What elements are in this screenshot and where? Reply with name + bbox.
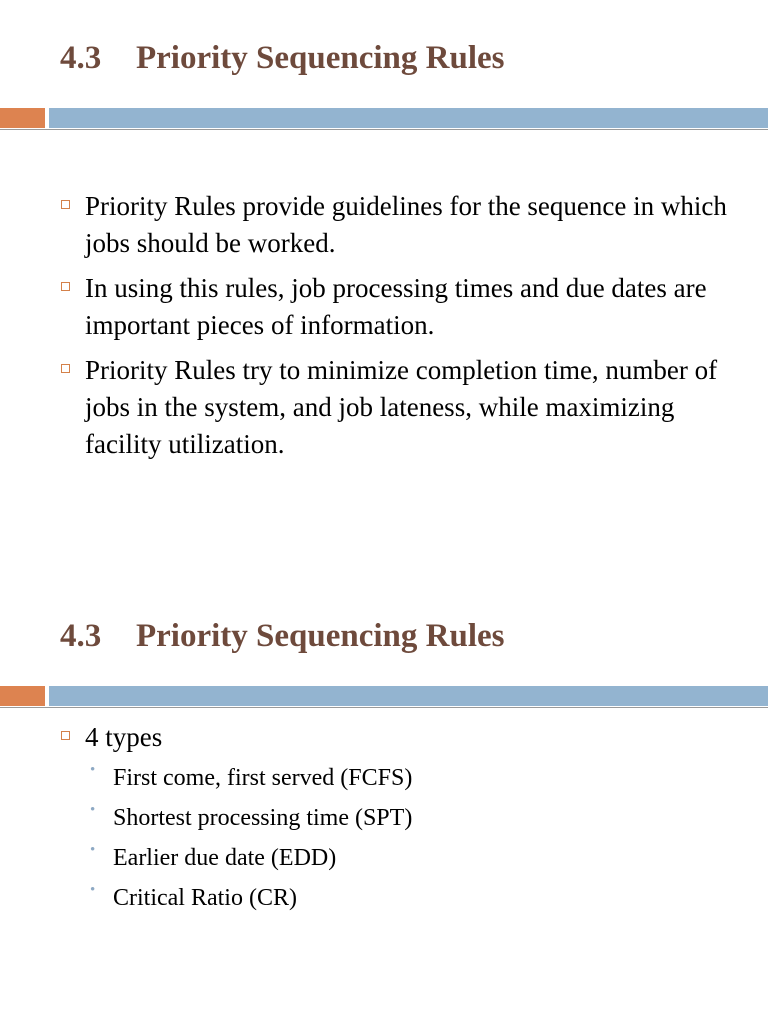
sub-bullet-text: Earlier due date (EDD)	[113, 845, 337, 871]
band-divider-line	[0, 129, 768, 130]
section-number: 4.3	[60, 40, 102, 76]
bullet-list	[0, 719, 768, 926]
slide-title	[60, 42, 505, 75]
title-text: Priority Sequencing Rules	[136, 40, 505, 76]
sub-bullet-item	[85, 878, 728, 918]
sub-bullet-list	[85, 758, 728, 918]
dot-bullet-icon: •	[90, 802, 96, 818]
band-divider-line	[0, 707, 768, 708]
square-bullet-icon	[61, 364, 70, 373]
bullet-item	[0, 719, 768, 918]
bullet-text: In using this rules, job processing times and due dates are important pieces of information.	[85, 273, 707, 340]
sub-bullet-text: Critical Ratio (CR)	[113, 885, 297, 911]
section-number: 4.3	[60, 618, 102, 654]
square-bullet-icon	[61, 282, 70, 291]
dot-bullet-icon: •	[90, 842, 96, 858]
sub-bullet-text: Shortest processing time (SPT)	[113, 805, 413, 831]
bullet-text: Priority Rules try to minimize completion time, number of jobs in the system, and job lateness, while maximizing facility utilization.	[85, 355, 718, 459]
title-band	[0, 102, 768, 130]
square-bullet-icon	[61, 200, 70, 209]
bullet-text: 4 types	[85, 722, 163, 752]
sub-bullet-text: First come, first served (FCFS)	[113, 765, 413, 791]
bullet-item	[0, 270, 768, 344]
sub-bullet-item	[85, 798, 728, 838]
square-bullet-icon	[61, 731, 70, 740]
band-accent-block	[0, 108, 45, 128]
band-accent-block	[0, 686, 45, 706]
bullet-list	[0, 188, 768, 471]
dot-bullet-icon: •	[90, 762, 96, 778]
bullet-item	[0, 352, 768, 463]
slide-2	[0, 576, 768, 1024]
slide-title	[60, 620, 505, 653]
band-bar	[49, 108, 768, 128]
sub-bullet-item	[85, 838, 728, 878]
title-band	[0, 680, 768, 708]
bullet-text: Priority Rules provide guidelines for the sequence in which jobs should be worked.	[85, 191, 727, 258]
sub-bullet-item	[85, 758, 728, 798]
dot-bullet-icon: •	[90, 882, 96, 898]
band-bar	[49, 686, 768, 706]
bullet-item	[0, 188, 768, 262]
title-text: Priority Sequencing Rules	[136, 618, 505, 654]
